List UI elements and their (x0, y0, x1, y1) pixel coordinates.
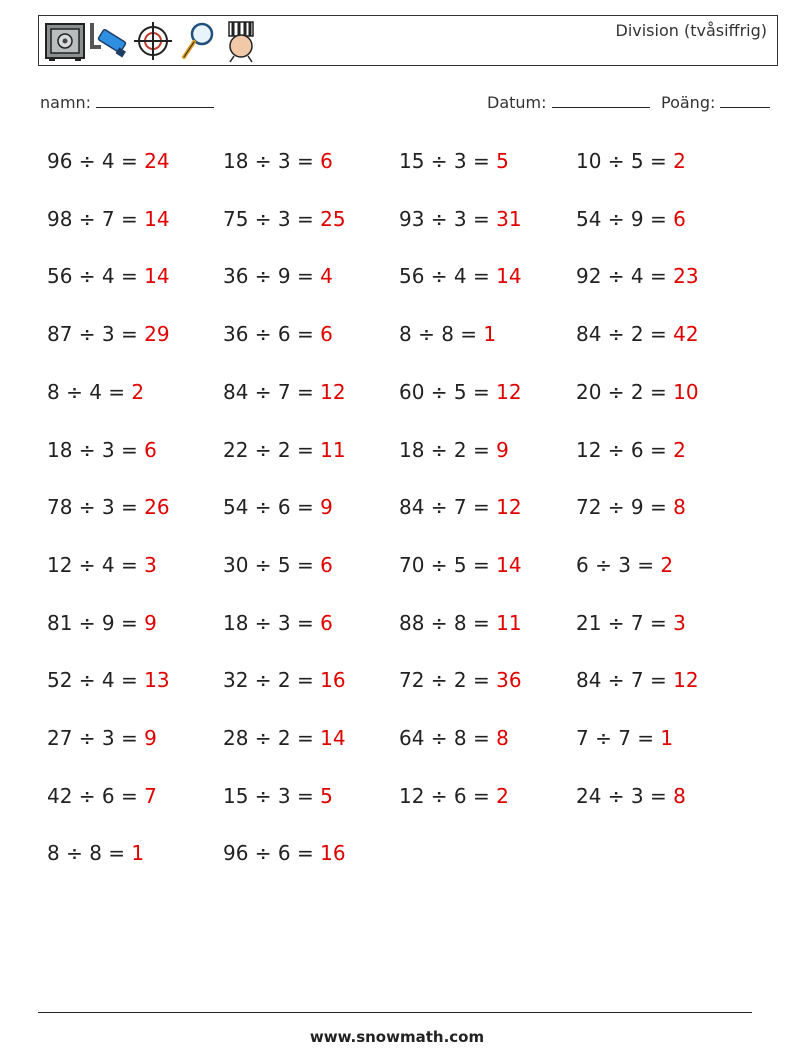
score-label: Poäng: (661, 93, 716, 112)
footer-url: www.snowmath.com (309, 1028, 485, 1046)
problem-item (576, 720, 673, 756)
problem-question: 78 ÷ 3 = (47, 495, 145, 520)
problem-answer: 2 (496, 783, 509, 808)
problem-question: 12 ÷ 6 = (399, 783, 497, 808)
footer-divider (38, 1012, 752, 1013)
problem-item (47, 605, 157, 641)
problem-item (576, 547, 673, 583)
problem-answer: 16 (320, 668, 346, 693)
problem-answer: 2 (131, 379, 145, 404)
problem-answer: 13 (144, 668, 170, 693)
problem-question: 12 ÷ 4 = (47, 552, 145, 577)
date-field (487, 93, 650, 112)
name-blank[interactable] (96, 93, 214, 108)
problem-item (576, 778, 686, 814)
problem-item (47, 547, 157, 583)
problem-question: 75 ÷ 3 = (223, 206, 321, 231)
problem-item (576, 432, 686, 468)
problem-item (576, 489, 686, 525)
problem-question: 42 ÷ 6 = (47, 783, 145, 808)
problem-question: 30 ÷ 5 = (223, 552, 321, 577)
problem-item (223, 835, 346, 871)
header-icons (43, 19, 263, 63)
key-pen-icon (87, 19, 131, 63)
problem-item (47, 720, 157, 756)
problem-answer: 3 (144, 552, 157, 577)
problem-answer: 26 (144, 495, 170, 520)
problem-answer: 6 (320, 322, 333, 347)
problem-item (399, 547, 522, 583)
problem-question: 20 ÷ 2 = (576, 379, 674, 404)
score-blank[interactable] (720, 93, 770, 108)
problem-item (576, 374, 699, 410)
problem-answer: 4 (320, 264, 333, 289)
problem-answer: 14 (496, 264, 522, 289)
worksheet-title: Division (tvåsiffrig) (615, 21, 767, 40)
problem-question: 21 ÷ 7 = (576, 610, 674, 635)
problem-item (399, 778, 509, 814)
problem-question: 84 ÷ 7 = (223, 379, 321, 404)
problem-item (223, 143, 333, 179)
problem-item (223, 547, 333, 583)
problem-question: 8 ÷ 8 = (47, 841, 132, 866)
problem-item (223, 374, 346, 410)
prisoner-icon (219, 19, 263, 63)
problem-question: 92 ÷ 4 = (576, 264, 674, 289)
problem-question: 18 ÷ 3 = (223, 149, 321, 173)
problem-answer: 6 (320, 552, 333, 577)
problem-question: 36 ÷ 6 = (223, 322, 321, 347)
problem-item (576, 316, 699, 352)
problem-item (399, 489, 522, 525)
problem-answer: 1 (131, 841, 145, 866)
problem-item (47, 258, 170, 294)
problem-answer: 1 (483, 322, 497, 347)
problem-item (399, 432, 509, 468)
problem-question: 22 ÷ 2 = (223, 437, 321, 462)
problem-answer: 6 (320, 149, 333, 173)
problem-item (399, 258, 522, 294)
problem-question: 15 ÷ 3 = (223, 783, 321, 808)
problem-answer: 36 (496, 668, 522, 693)
problem-answer: 12 (673, 668, 699, 693)
problem-answer: 6 (144, 437, 157, 462)
problem-answer: 2 (673, 437, 686, 462)
problem-answer: 14 (320, 726, 346, 750)
problem-answer: 9 (144, 610, 157, 635)
problem-item (47, 374, 144, 410)
problem-item (223, 605, 333, 641)
problem-answer: 12 (496, 379, 522, 404)
problem-item (576, 662, 699, 698)
problem-answer: 23 (673, 264, 699, 289)
problem-item (223, 258, 333, 294)
problem-item (223, 720, 346, 756)
problem-answer: 14 (144, 206, 170, 231)
magnifier-icon (175, 19, 219, 63)
problem-question: 52 ÷ 4 = (47, 668, 145, 693)
problem-item (223, 316, 333, 352)
crosshair-icon (131, 19, 175, 63)
problem-question: 93 ÷ 3 = (399, 206, 497, 231)
problem-answer: 29 (144, 322, 170, 347)
problem-item (47, 662, 170, 698)
problem-item (576, 258, 699, 294)
problem-question: 6 ÷ 3 = (576, 552, 661, 577)
problem-question: 64 ÷ 8 = (399, 726, 497, 750)
problem-answer: 14 (144, 264, 170, 289)
problem-question: 88 ÷ 8 = (399, 610, 497, 635)
problem-question: 72 ÷ 2 = (399, 668, 497, 693)
problem-item (47, 201, 170, 237)
problem-answer: 7 (144, 783, 157, 808)
problem-question: 8 ÷ 4 = (47, 379, 132, 404)
problem-item (47, 778, 157, 814)
problem-item (47, 835, 144, 871)
problem-answer: 9 (320, 495, 333, 520)
problem-question: 15 ÷ 3 = (399, 149, 497, 173)
problem-answer: 8 (673, 783, 686, 808)
problem-answer: 2 (660, 552, 674, 577)
problem-question: 84 ÷ 2 = (576, 322, 674, 347)
problem-question: 10 ÷ 5 = (576, 149, 674, 173)
problem-question: 28 ÷ 2 = (223, 726, 321, 750)
problem-answer: 8 (496, 726, 509, 750)
problem-question: 96 ÷ 4 = (47, 149, 145, 173)
problem-question: 18 ÷ 3 = (47, 437, 145, 462)
name-label: namn: (40, 93, 92, 112)
problem-answer: 3 (673, 610, 686, 635)
problem-question: 87 ÷ 3 = (47, 322, 145, 347)
problem-item (47, 316, 170, 352)
problem-item (399, 605, 522, 641)
problem-item (399, 201, 522, 237)
safe-icon (43, 19, 87, 63)
problem-answer: 14 (496, 552, 522, 577)
problem-answer: 16 (320, 841, 346, 866)
problem-question: 56 ÷ 4 = (47, 264, 145, 289)
problem-question: 8 ÷ 8 = (399, 322, 484, 347)
problem-question: 96 ÷ 6 = (223, 841, 321, 866)
problem-answer: 6 (320, 610, 333, 635)
problem-question: 84 ÷ 7 = (576, 668, 674, 693)
problem-question: 32 ÷ 2 = (223, 668, 321, 693)
problem-item (47, 489, 170, 525)
problem-question: 56 ÷ 4 = (399, 264, 497, 289)
problem-item (399, 662, 522, 698)
problem-item (576, 605, 686, 641)
problem-question: 18 ÷ 2 = (399, 437, 497, 462)
problem-answer: 2 (673, 149, 686, 173)
problem-answer: 31 (496, 206, 522, 231)
problem-answer: 10 (673, 379, 699, 404)
problem-answer: 8 (673, 495, 686, 520)
problem-answer: 5 (496, 149, 509, 173)
problem-question: 12 ÷ 6 = (576, 437, 674, 462)
problem-answer: 25 (320, 206, 346, 231)
problem-question: 60 ÷ 5 = (399, 379, 497, 404)
problem-answer: 12 (320, 379, 346, 404)
problem-answer: 6 (673, 206, 686, 231)
problem-answer: 5 (320, 783, 333, 808)
problem-question: 36 ÷ 9 = (223, 264, 321, 289)
problem-answer: 42 (673, 322, 699, 347)
problem-question: 7 ÷ 7 = (576, 726, 661, 750)
problem-answer: 9 (496, 437, 509, 462)
problem-question: 84 ÷ 7 = (399, 495, 497, 520)
problem-question: 81 ÷ 9 = (47, 610, 145, 635)
problem-item (223, 778, 333, 814)
problem-question: 27 ÷ 3 = (47, 726, 145, 750)
problem-answer: 11 (320, 437, 346, 462)
problem-question: 24 ÷ 3 = (576, 783, 674, 808)
problem-question: 98 ÷ 7 = (47, 206, 145, 231)
problem-item (223, 489, 333, 525)
problem-question: 54 ÷ 6 = (223, 495, 321, 520)
problem-question: 70 ÷ 5 = (399, 552, 497, 577)
problem-question: 18 ÷ 3 = (223, 610, 321, 635)
problem-item (399, 316, 496, 352)
problem-item (47, 432, 157, 468)
score-field (661, 93, 770, 112)
problem-item (47, 143, 170, 179)
name-field (40, 93, 214, 112)
worksheet-header (38, 15, 778, 66)
problem-answer: 24 (144, 149, 170, 173)
problem-question: 72 ÷ 9 = (576, 495, 674, 520)
problem-question: 54 ÷ 9 = (576, 206, 674, 231)
problem-answer: 12 (496, 495, 522, 520)
problem-item (399, 720, 509, 756)
problem-item (399, 143, 509, 179)
meta-row (40, 93, 770, 113)
problem-answer: 9 (144, 726, 157, 750)
problem-item (223, 432, 346, 468)
problem-item (399, 374, 522, 410)
problem-item (576, 201, 686, 237)
problem-answer: 1 (660, 726, 674, 750)
problem-item (223, 662, 346, 698)
date-label: Datum: (487, 93, 547, 112)
problem-item (223, 201, 346, 237)
date-blank[interactable] (552, 93, 650, 108)
problem-answer: 11 (496, 610, 522, 635)
problem-item (576, 143, 686, 179)
